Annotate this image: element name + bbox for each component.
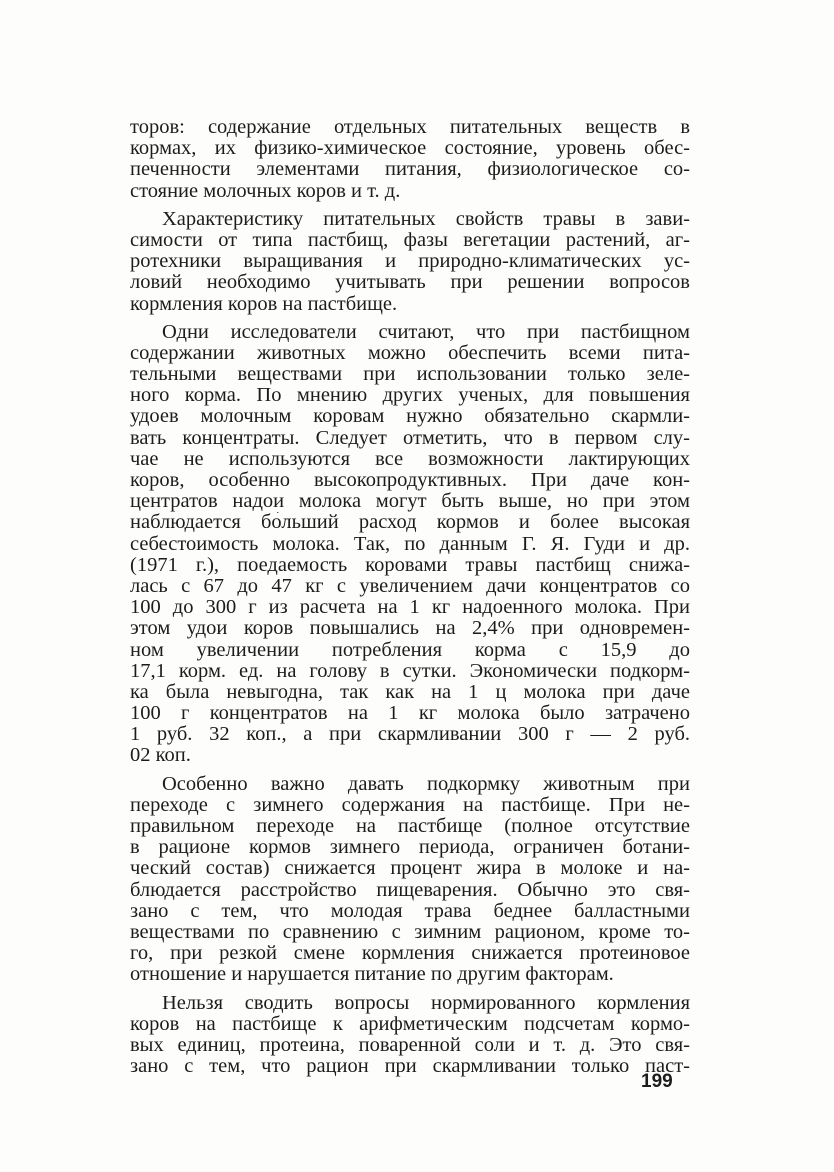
paragraph <box>130 209 690 315</box>
text-line: Особенно важно давать подкормку животным при <box>162 773 690 795</box>
text-line: 02 коп. <box>130 745 191 767</box>
text-line: зано с тем, что молодая трава беднее балластными <box>130 900 690 922</box>
text-line: коров, особенно высокопродуктивных. При даче кон- <box>130 470 690 491</box>
text-line: ного корма. По мнению других ученых, для повышения <box>130 385 690 407</box>
text-line: веществами по сравнению с зимним рационом, кроме то- <box>130 921 690 943</box>
text-line: ловий необходимо учитывать при решении вопросов <box>130 272 690 294</box>
text-line: симости от типа пастбищ, фазы вегетации растений, аг- <box>130 229 690 251</box>
text-line: содержании животных можно обеспечить всеми пита- <box>130 342 690 364</box>
text-line: центратов надои молока могут быть выше, но при этом <box>130 491 690 513</box>
paragraph-gap <box>130 767 690 774</box>
text-line: 100 г концентратов на 1 кг молока было затрачено <box>130 703 690 725</box>
text-line: кормах, их физико-химическое состояние, уровень обес- <box>130 138 690 160</box>
paragraph-gap <box>130 202 690 209</box>
text-line: лась с 67 до 47 кг с увеличением дачи концентратов со <box>130 575 690 597</box>
text-line: (1971 г.), поедаемость коровами травы пастбищ снижа- <box>130 554 690 576</box>
text-line: стояние молочных коров и т. д. <box>130 180 401 202</box>
paragraph <box>130 322 690 767</box>
text-line: наблюдается бо́льший расход кормов и более высокая <box>130 512 690 534</box>
text-line: Характеристику питательных свойств травы в зави- <box>162 208 690 230</box>
text-line: торов: содержание отдельных питательных веществ в <box>130 117 690 138</box>
page-number: 199 <box>641 1071 673 1092</box>
text-line: кормления коров на пастбище. <box>130 293 398 315</box>
text-line: тельными веществами при использовании только зеле- <box>130 364 690 386</box>
text-line: правильном переходе на пастбище (полное отсутствие <box>130 816 690 837</box>
text-line: ка была невыгодна, так как на 1 ц молока при даче <box>130 681 690 703</box>
text-line: ном увеличении потребления корма с 15,9 до <box>130 639 690 661</box>
text-line: печенности элементами питания, физиологическое со- <box>130 159 690 181</box>
text-line: этом удои коров повышались на 2,4% при одновремен- <box>130 618 690 640</box>
text-line: переходе с зимнего содержания на пастбище. При не- <box>130 794 690 816</box>
paragraph <box>130 117 690 202</box>
text-line: Одни исследователи считают, что при пастбищном <box>162 321 690 343</box>
text-line: 17,1 корм. ед. на голову в сутки. Экономически подкорм- <box>130 660 690 682</box>
text-line: блюдается расстройство пищеварения. Обычно это свя- <box>130 879 690 901</box>
text-line: ческий состав) снижается процент жира в молоке и на- <box>130 858 690 880</box>
paragraph-gap <box>130 315 690 322</box>
text-line: вых единиц, протеина, поваренной соли и т. д. Это свя- <box>130 1034 690 1056</box>
text-line: удоев молочным коровам нужно обязательно скармли- <box>130 406 690 428</box>
text-line: Нельзя сводить вопросы нормированного кормления <box>162 992 690 1014</box>
text-line: коров на пастбище к арифметическим подсчетам кормо- <box>130 1013 690 1035</box>
text-line: вать концентраты. Следует отметить, что в первом слу- <box>130 427 690 449</box>
text-line: го, при резкой смене кормления снижается протеиновое <box>130 943 690 965</box>
text-line: 1 руб. 32 коп., а при скармливании 300 г — 2 руб. <box>130 724 690 746</box>
text-line: чае не используются все возможности лактирующих <box>130 448 690 470</box>
text-line: ротехники выращивания и природно-климатических ус- <box>130 251 690 273</box>
text-line: 100 до 300 г из расчета на 1 кг надоенного молока. При <box>130 597 690 619</box>
body-text <box>130 117 690 1077</box>
text-line: зано с тем, что рацион при скармливании только паст- <box>130 1056 690 1078</box>
text-line: отношение и нарушается питание по другим факторам. <box>130 964 614 986</box>
paragraph-gap <box>130 986 690 993</box>
text-line: себестоимость молока. Так, по данным Г. Я. Гуди и др. <box>130 533 690 555</box>
text-line: в рационе кормов зимнего периода, ограничен ботани- <box>130 837 690 859</box>
paragraph <box>130 774 690 986</box>
paragraph <box>130 993 690 1078</box>
